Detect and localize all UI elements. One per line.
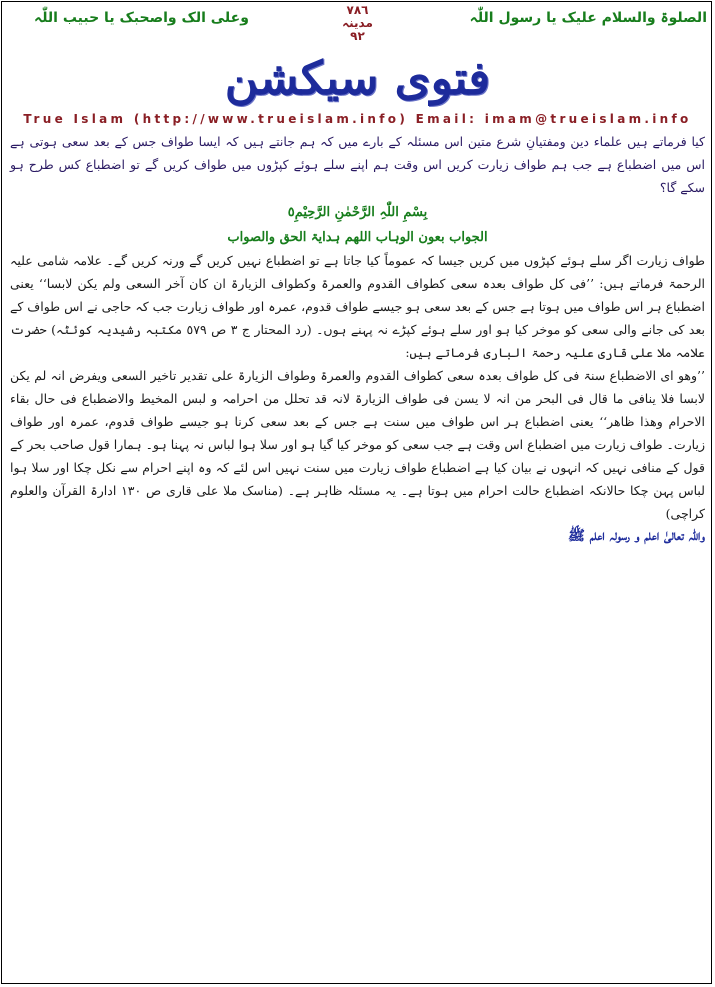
bismillah: بِسْمِ اللّٰہِ الرَّحْمٰنِ الرَّحِیْمِ٥ [287, 205, 428, 220]
question-text: کیا فرماتے ہیں علماء دین ومفتیانِ شرع متین اس مسئلہ کے بارے میں کہ ہم جانتے ہیں کہ ایسا طواف جس کے بعد سعی ہوتی ہے اس میں اضطباع ہے جب ہم طواف زیارت کریں اس وقت ہم اپنے سلے ہوئے کپڑوں میں طواف کریں گے تو اضطباع کس طرح ہو سکے گا؟ [10, 134, 705, 195]
madni-label: مدینہ [342, 16, 373, 30]
answer-paragraph-1: طواف زیارت اگر سلے ہوئے کپڑوں میں کریں جیسا کہ عموماً کیا جاتا ہے تو اضطباع نہیں کریں گے ورنہ کریں گے۔ علامہ شامی علیہ الرحمۃ فرماتے ہیں: ’’فی کل طواف بعدہ سعی کطواف القدوم والعمرۃ وکطواف الزیارۃ ان کان آخر السعی ولم یکن لابسا‘‘ یعنی اضطباع ہر اس طواف میں ہوتا ہے جس کے بعد سعی ہو جیسے طواف قدوم، عمرہ اور طواف زیارت جب کہ حاجی نے اس طواف کے بعد کی جانے والی سعی کو موخر کیا ہو اور سلے ہوئے کپڑے نہ پہنے ہوں۔ (رد المحتار ج ٣ ص ٥٧٩ مکتبہ رشیدیہ کوئٹہ) حضرت علامہ ملا علی قاری علیہ رحمۃ الباری فرماتے ہیں: [10, 253, 705, 360]
closing-line: واللّٰہ تعالیٰ اعلم و رسولہ اعلم ﷺ [568, 528, 705, 544]
salutation-right: الصلوۃ والسلام علیک یا رسول اللّٰہ [469, 10, 707, 26]
contact-line: True Islam (http://www.trueislam.info) Email: imam@trueislam.info [23, 112, 692, 126]
salutation-left: وعلی الک واصحبک یا حبیب اللّٰہ [34, 10, 249, 26]
answer-paragraph-2: ’’وھو ای الاضطباع سنۃ فی کل طواف بعدہ سعی کطواف القدوم والعمرۃ وطواف الزیارۃ علی تقدیر تاخیر السعی ویفرض انہ لم یکن لابسا فلا ینافی ما قال فی البحر من انہ لا یسن فی طواف الزیارۃ لانہ قد تحلل من احرامہ و لبس المخیط والاضطباع فی حال بقاء الاحرام وھذا ظاھر‘‘ یعنی اضطباع ہر اس طواف میں سنت ہے جس کے بعد سعی کرنا ہو جیسے طواف قدوم، عمرہ اور طواف زیارت۔ طواف زیارت میں اضطباع اس وقت ہے جب سعی کو موخر کیا گیا ہو اور سلا ہوا لباس نہ پہنا ہو۔ ہمارا قول صاحب بحر کے قول کے منافی نہیں کہ انہوں نے بیان کیا ہے اضطباع طواف زیارت میں سنت نہیں اس لئے کہ وہ اپنے احرام سے نکل چکا اور سلا ہوا لباس پہن چکا حالانکہ اضطباع حالت احرام میں ہوتا ہے۔ یہ مسئلہ ظاہر ہے۔ (مناسک ملا علی قاری ص ١٣٠ ادارۃ القرآن والعلوم کراچی) [10, 368, 705, 521]
page-title: فتوی سیکشن [224, 51, 491, 105]
fatwa-number-bottom: ٩٢ [350, 29, 365, 43]
fatwa-content [10, 130, 705, 548]
header [8, 3, 707, 44]
fatwa-number-top: ٧٨٦ [346, 3, 369, 17]
answer-heading: الجواب بعون الوہاب اللھم ہدایۃ الحق والصواب [227, 230, 488, 245]
